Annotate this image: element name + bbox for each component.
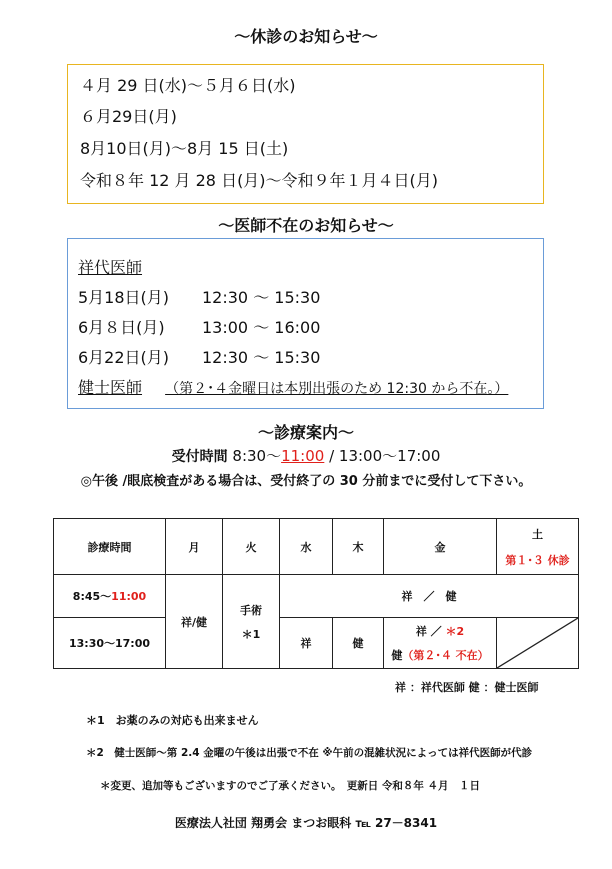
tue-cell (223, 575, 280, 669)
fri-pm-mark: ＊2 (445, 625, 465, 638)
am-time-end: 11:00 (111, 590, 147, 603)
closed-diagonal-line (497, 618, 578, 668)
note-1: ＊1 お薬のみの対応も出来ません (86, 714, 259, 727)
absence-row-2 (78, 315, 321, 338)
schedule-header-row (54, 519, 579, 575)
absence-time: 12:30 ～ 15:30 (202, 348, 321, 367)
mon-cell: 祥/健 (166, 575, 223, 669)
note-3: ＊変更、追加等もございますのでご了承ください。 更新日 令和８年 ４月 １日 (100, 780, 481, 792)
doctor-kenshi-note: （第２･４金曜日は本別出張のため 12:30 から不在。） (165, 381, 509, 397)
header-fri: 金 (384, 519, 497, 575)
reception-am-end: 11:00 (281, 447, 325, 465)
schedule-legend: 祥 ：祥代医師 健 ：健士医師 (395, 681, 539, 694)
absence-box (67, 238, 544, 409)
fri-pm-cell (384, 618, 497, 669)
fri-pm-kenshi: 健 (391, 649, 403, 662)
reception-am-start: 8:30～ (232, 447, 282, 465)
reception-hours (0, 445, 612, 466)
holiday-title: ～休診のお知らせ～ (234, 27, 378, 46)
reception-pm: / 13:00～17:00 (324, 447, 441, 465)
absence-time: 12:30 ～ 15:30 (202, 288, 321, 307)
header-mon: 月 (166, 519, 223, 575)
holiday-date-2: ６月29日(月) (80, 107, 177, 126)
doctor-kenshi-heading: 健士医師 (78, 378, 143, 397)
holiday-box (67, 64, 544, 204)
absence-time: 13:00 ～ 16:00 (202, 318, 321, 337)
guide-notice: ◎午後 /眼底検査がある場合は、受付終了の 30 分前までに受付して下さい。 (80, 474, 532, 489)
wed-pm-cell: 祥 (280, 618, 333, 669)
absence-title: ～医師不在のお知らせ～ (218, 216, 394, 235)
fri-pm-sachiyo: 祥 ／ (415, 625, 446, 638)
thu-pm-cell: 健 (333, 618, 384, 669)
am-time-start: 8:45～ (72, 590, 112, 603)
doctor-sachiyo-heading: 祥代医師 (78, 258, 143, 277)
absence-row-1 (78, 285, 321, 308)
header-time: 診療時間 (54, 519, 166, 575)
tue-surgery: 手術 (240, 603, 262, 617)
holiday-date-1: ４月 29 日(水)～５月６日(水) (80, 76, 296, 95)
absence-date: 5月18日(月) (78, 288, 170, 307)
am-span-cell: 祥 ／ 健 (280, 575, 579, 618)
reception-label: 受付時間 (171, 449, 228, 465)
fri-pm-absent-note: （第２･４ 不在） (402, 649, 489, 662)
tue-mark: ＊1 (241, 627, 261, 641)
pm-time-label: 13:30～17:00 (54, 618, 166, 669)
clinic-footer: 医療法人社団 翔勇会 まつお眼科 ℡ 27－8341 (174, 816, 438, 830)
header-sat: 土 (532, 527, 543, 541)
schedule-table (53, 518, 579, 669)
note-2: ＊2 健士医師～第 2.4 金曜の午後は出張で不在 ※午前の混雑状況によっては祥代医師が代診 (86, 747, 533, 759)
header-sat-note: 第１･３ 休診 (505, 553, 570, 567)
doctor-kenshi-row (78, 375, 508, 398)
absence-date: 6月８日(月) (78, 318, 165, 337)
schedule-pm-row (54, 618, 579, 669)
holiday-date-3: 8月10日(月)～8月 15 日(土) (80, 139, 289, 158)
guide-title: ～診療案内～ (257, 423, 354, 442)
sat-pm-cell (497, 618, 579, 669)
header-sat-cell (497, 519, 579, 575)
header-wed: 水 (280, 519, 333, 575)
holiday-date-4: 令和８年 12 月 28 日(月)～令和９年１月４日(月) (80, 171, 439, 190)
header-thu: 木 (333, 519, 384, 575)
absence-row-3 (78, 345, 321, 368)
schedule-am-row (54, 575, 579, 618)
am-time-label (54, 575, 166, 618)
header-tue: 火 (223, 519, 280, 575)
absence-date: 6月22日(月) (78, 348, 170, 367)
